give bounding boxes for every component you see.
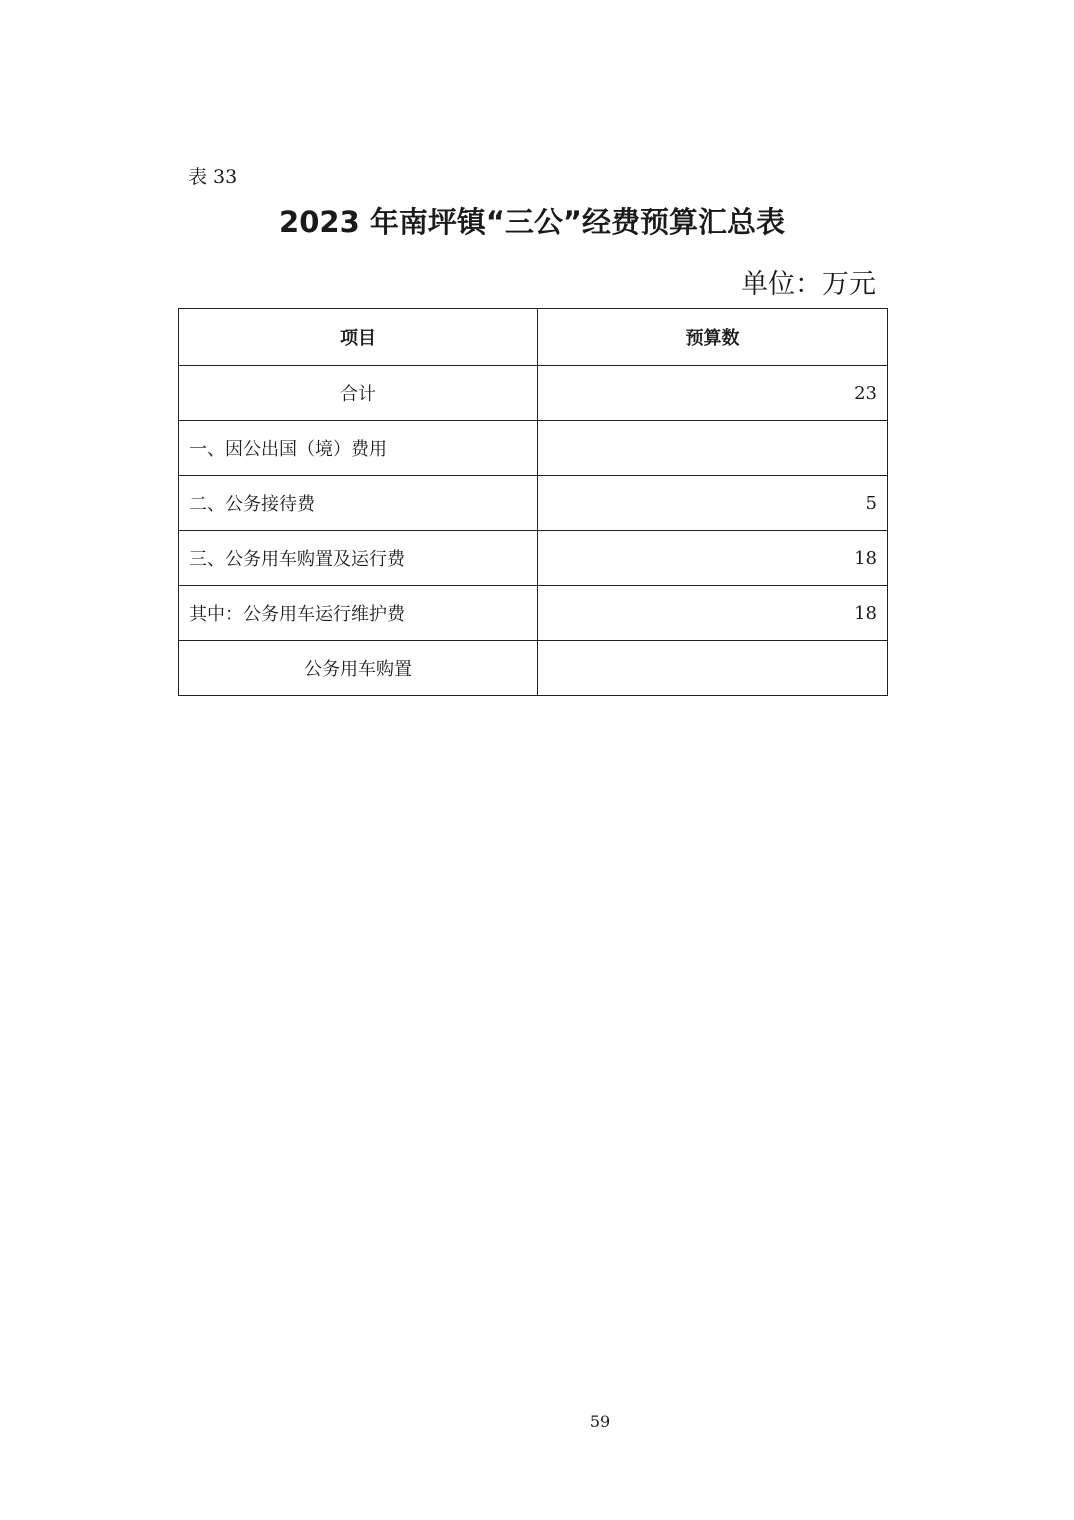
row-item-reception: 二、公务接待费 xyxy=(179,476,538,531)
table-row xyxy=(179,421,888,476)
row-item-vehicle: 三、公务用车购置及运行费 xyxy=(179,531,538,586)
row-item-vehicle-maintenance: 其中：公务用车运行维护费 xyxy=(179,586,538,641)
row-value-reception: 5 xyxy=(538,476,888,531)
unit-label: 单位：万元 xyxy=(741,269,876,300)
row-value-vehicle: 18 xyxy=(538,531,888,586)
row-value-overseas xyxy=(538,421,888,476)
budget-table xyxy=(178,308,888,696)
page-title: 2023 年南坪镇“三公”经费预算汇总表 xyxy=(279,205,785,239)
table-row xyxy=(179,641,888,696)
row-item-vehicle-purchase: 公务用车购置 xyxy=(179,641,538,696)
table-row xyxy=(179,586,888,641)
row-item-overseas: 一、因公出国（境）费用 xyxy=(179,421,538,476)
header-budget: 预算数 xyxy=(538,309,888,366)
row-item-total: 合计 xyxy=(179,366,538,421)
table-label: 表 33 xyxy=(188,166,238,188)
table-row xyxy=(179,476,888,531)
page-number: 59 xyxy=(589,1412,611,1431)
row-value-total: 23 xyxy=(538,366,888,421)
row-value-vehicle-maintenance: 18 xyxy=(538,586,888,641)
table-header-row xyxy=(179,309,888,366)
table-row xyxy=(179,531,888,586)
header-item: 项目 xyxy=(179,309,538,366)
table-row xyxy=(179,366,888,421)
row-value-vehicle-purchase xyxy=(538,641,888,696)
